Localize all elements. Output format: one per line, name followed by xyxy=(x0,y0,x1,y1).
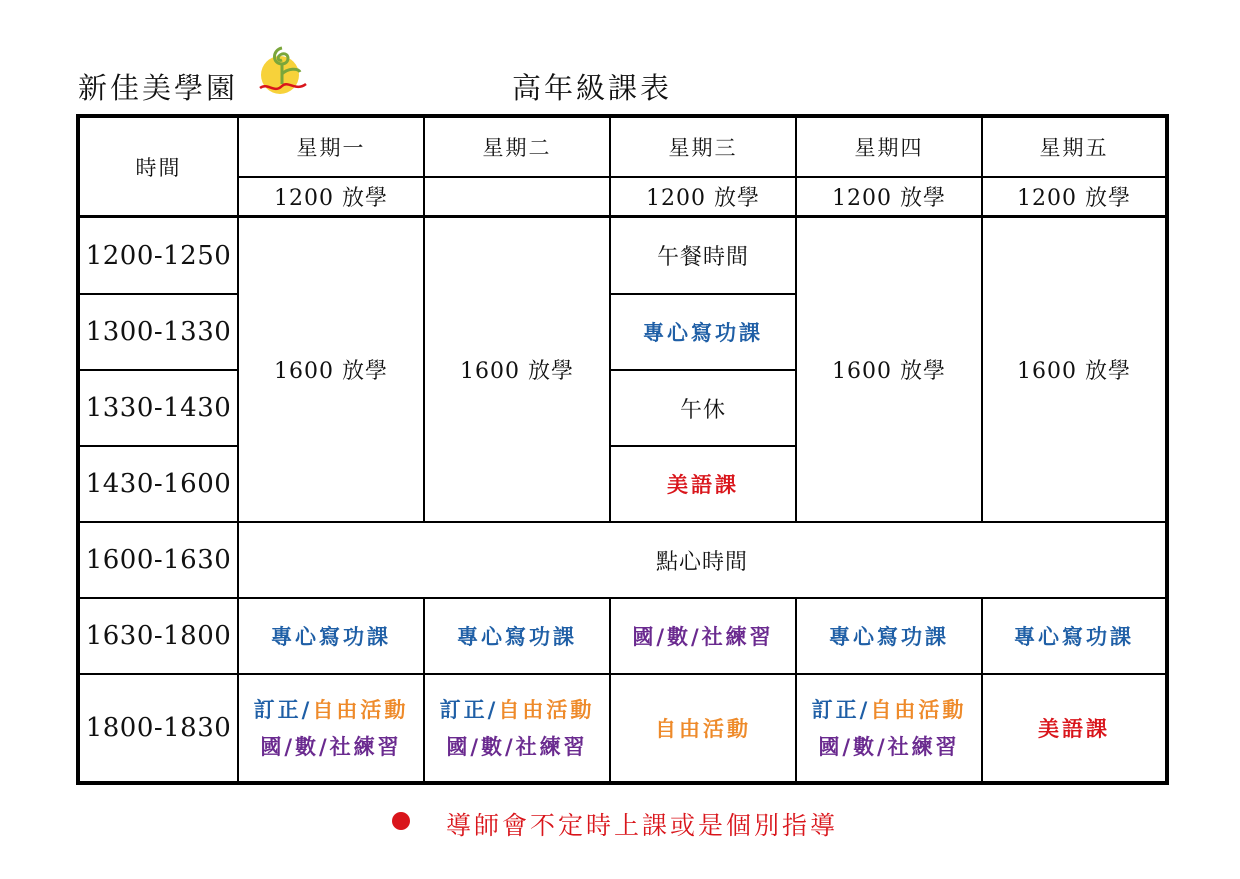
slash: / xyxy=(487,697,499,722)
page-title: 高年級課表 xyxy=(512,71,673,105)
day-wednesday: 星期三 xyxy=(668,136,738,160)
correction-label: 訂正 xyxy=(253,697,302,722)
evening-line-1 xyxy=(440,691,595,728)
time-header: 時間 xyxy=(135,155,182,180)
time-slot: 1330-1430 xyxy=(85,393,232,423)
wednesday-english: 美語課 xyxy=(667,472,739,497)
bullet-icon xyxy=(392,812,410,830)
practice-label: 國/數/社練習 xyxy=(818,734,960,759)
evening-line-1 xyxy=(812,691,967,728)
time-slot: 1430-1600 xyxy=(85,469,232,499)
practice-label: 國/數/社練習 xyxy=(260,734,402,759)
time-slot: 1600-1630 xyxy=(85,545,232,575)
school-name: 新佳美學園 xyxy=(78,71,239,105)
wednesday-nap: 午休 xyxy=(679,397,726,423)
correction-label: 訂正 xyxy=(811,697,860,722)
dismissal-1600-monday: 1600 放學 xyxy=(274,359,388,384)
time-slot: 1630-1800 xyxy=(85,621,232,651)
correction-label: 訂正 xyxy=(439,697,488,722)
free-activity-label: 自由活動 xyxy=(498,697,595,722)
wednesday-homework: 專心寫功課 xyxy=(643,320,763,345)
practice-label: 國/數/社練習 xyxy=(446,734,588,759)
evening-tuesday xyxy=(425,675,609,781)
practice-wednesday: 國/數/社練習 xyxy=(632,624,774,649)
dismissal-1600-friday: 1600 放學 xyxy=(1017,359,1131,384)
homework-thursday: 專心寫功課 xyxy=(829,624,949,649)
slash: / xyxy=(859,697,871,722)
dismissal-1600-thursday: 1600 放學 xyxy=(832,359,946,384)
homework-friday: 專心寫功課 xyxy=(1014,624,1134,649)
evening-thursday xyxy=(797,675,981,781)
dismissal-note-thursday: 1200 放學 xyxy=(832,186,946,211)
free-activity-label: 自由活動 xyxy=(870,697,967,722)
homework-monday: 專心寫功課 xyxy=(271,624,391,649)
footer-note: 導師會不定時上課或是個別指導 xyxy=(446,811,839,840)
day-tuesday: 星期二 xyxy=(482,136,552,160)
day-monday: 星期一 xyxy=(296,136,366,160)
timetable xyxy=(76,114,1169,785)
evening-monday xyxy=(239,675,423,781)
time-slot: 1800-1830 xyxy=(85,713,232,743)
time-slot: 1200-1250 xyxy=(85,240,232,271)
day-thursday: 星期四 xyxy=(854,136,924,160)
dismissal-note-tuesday xyxy=(425,178,609,215)
dismissal-note-monday: 1200 放學 xyxy=(274,186,388,211)
dismissal-note-wednesday: 1200 放學 xyxy=(646,186,760,211)
dismissal-note-friday: 1200 放學 xyxy=(1017,186,1131,211)
evening-friday: 美語課 xyxy=(1038,716,1110,741)
free-activity-label: 自由活動 xyxy=(312,697,409,722)
snack-time: 點心時間 xyxy=(655,549,748,575)
school-logo-icon xyxy=(254,40,310,98)
evening-line-1 xyxy=(254,691,409,728)
slash: / xyxy=(301,697,313,722)
wednesday-lunch: 午餐時間 xyxy=(656,245,749,270)
homework-tuesday: 專心寫功課 xyxy=(457,624,577,649)
evening-wednesday: 自由活動 xyxy=(655,716,751,741)
day-friday: 星期五 xyxy=(1039,136,1109,160)
dismissal-1600-tuesday: 1600 放學 xyxy=(460,359,574,384)
time-slot: 1300-1330 xyxy=(85,317,232,347)
